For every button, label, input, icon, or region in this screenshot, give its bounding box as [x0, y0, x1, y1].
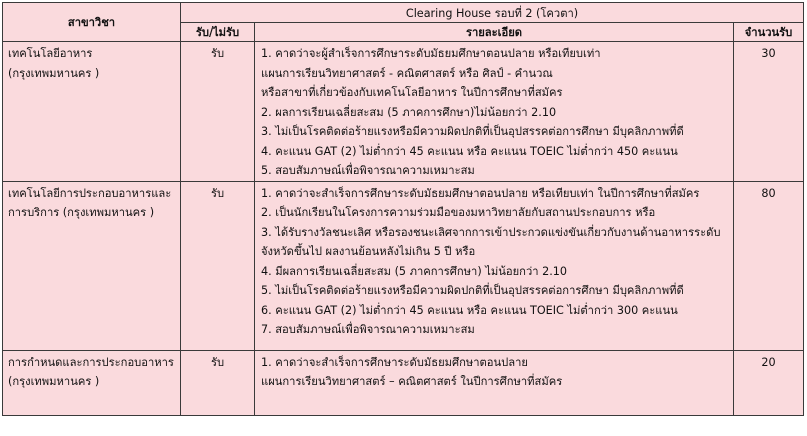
detail-line: 3. ไม่เป็นโรคติดต่อร้ายแรงหรือมีความผิดปกติที่เป็นอุปสรรคต่อการศึกษา มีบุคลิกภาพที่ดี	[261, 125, 684, 138]
detail-line: 1. คาดว่าจะผู้สำเร็จการศึกษาระดับมัธยมศึกษาตอนปลาย หรือเทียบเท่า	[261, 47, 601, 60]
table-row	[3, 350, 804, 415]
detail-line: แผนการเรียนวิทยาศาสตร์ - คณิตศาสตร์ หรือ ศิลป์ - คำนวณ	[261, 66, 553, 80]
count-column-header: จำนวนรับ	[734, 23, 804, 42]
detail-line: หรือสาขาที่เกี่ยวข้องกับเทคโนโลยีอาหาร ในปีการศึกษาที่สมัคร	[261, 86, 563, 99]
round-title-header: Clearing House รอบที่ 2 (โควตา)	[181, 3, 804, 23]
detail-line: 1. คาดว่าจะสำเร็จการศึกษาระดับมัธยมศึกษาตอนปลาย หรือเทียบเท่า ในปีการศึกษาที่สมัคร	[261, 186, 700, 200]
detail-cell	[255, 350, 734, 415]
detail-line: 5. ไม่เป็นโรคติดต่อร้ายแรงหรือมีความผิดปกติที่เป็นอุปสรรคต่อการศึกษา มีบุคลิกภาพที่ดี	[261, 284, 684, 297]
field-column-header: สาขาวิชา	[3, 3, 181, 42]
admission-table	[2, 2, 804, 416]
field-name-cell: เทคโนโลยีอาหาร (กรุงเทพมหานคร )	[3, 42, 181, 182]
detail-column-header: รายละเอียด	[255, 23, 734, 42]
detail-cell	[255, 181, 734, 350]
detail-line: 4. มีผลการเรียนเฉลี่ยสะสม (5 ภาคการศึกษา) ไม่น้อยกว่า 2.10	[261, 264, 567, 278]
detail-line: จังหวัดขึ้นไป ผลงานย้อนหลังไม่เกิน 5 ปี หรือ	[261, 245, 476, 258]
detail-line: แผนการเรียนวิทยาศาสตร์ – คณิตศาสตร์ ในปีการศึกษาที่สมัคร	[261, 375, 563, 388]
detail-line: 3. ได้รับรางวัลชนะเลิศ หรือรองชนะเลิศจากการเข้าประกวดแข่งขันเกี่ยวกับงานด้านอาหารระดับ	[261, 225, 721, 239]
detail-line: 5. สอบสัมภาษณ์เพื่อพิจารณาความเหมาะสม	[261, 164, 475, 177]
accept-status-cell: รับ	[181, 42, 255, 182]
field-name-cell: เทคโนโลยีการประกอบอาหารและการบริการ (กรุงเทพมหานคร )	[3, 181, 181, 350]
detail-line: 7. สอบสัมภาษณ์เพื่อพิจารณาความเหมาะสม	[261, 323, 475, 336]
count-cell: 80	[734, 181, 804, 350]
detail-line: 2. ผลการเรียนเฉลี่ยสะสม (5 ภาคการศึกษา)ไม่น้อยกว่า 2.10	[261, 105, 557, 119]
field-name-cell: การกำหนดและการประกอบอาหาร (กรุงเทพมหานคร )	[3, 350, 181, 415]
detail-line: 4. คะแนน GAT (2) ไม่ต่ำกว่า 45 คะแนน หรือ คะแนน TOEIC ไม่ต่ำกว่า 450 คะแนน	[261, 144, 678, 158]
detail-cell	[255, 42, 734, 182]
accept-status-cell: รับ	[181, 350, 255, 415]
detail-line: 1. คาดว่าจะสำเร็จการศึกษาระดับมัธยมศึกษาตอนปลาย	[261, 355, 528, 369]
detail-line: 6. คะแนน GAT (2) ไม่ต่ำกว่า 45 คะแนน หรือ คะแนน TOEIC ไม่ต่ำกว่า 300 คะแนน	[261, 303, 678, 317]
table-row	[3, 42, 804, 182]
table-row	[3, 181, 804, 350]
accept-column-header: รับ/ไม่รับ	[181, 23, 255, 42]
count-cell: 30	[734, 42, 804, 182]
count-cell: 20	[734, 350, 804, 415]
detail-line: 2. เป็นนักเรียนในโครงการความร่วมมือของมหาวิทยาลัยกับสถานประกอบการ หรือ	[261, 206, 656, 219]
accept-status-cell: รับ	[181, 181, 255, 350]
admission-table-container	[2, 2, 804, 416]
